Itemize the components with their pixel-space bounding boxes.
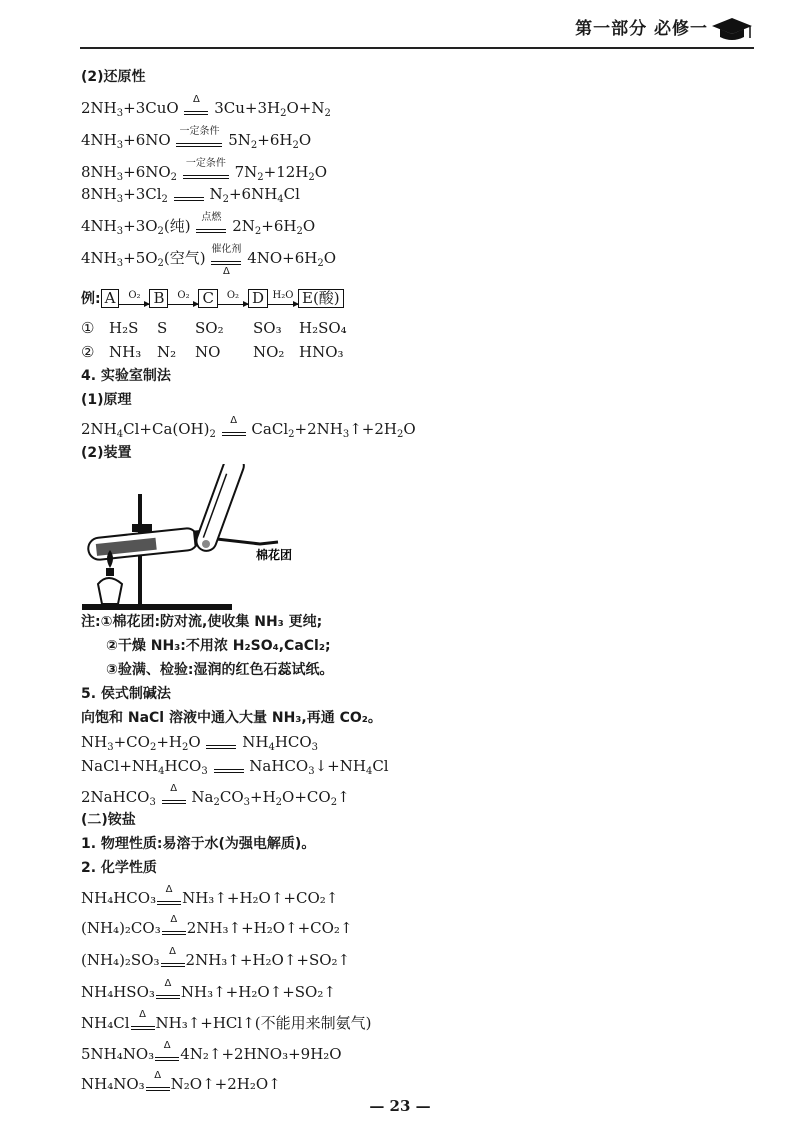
ammonium-eq-5: NH₄Cl Δ NH₃↑+HCl↑(不能用来制氨气) [81, 1009, 372, 1032]
hou-equation-3: 2NaHCO$_3$ Δ $Na_2CO_3+H_2O+CO_2↑$ [81, 783, 350, 808]
box-b: B [149, 289, 168, 308]
box-d: D [248, 289, 268, 308]
ammonium-eq-2: (NH₄)₂CO₃ Δ 2NH₃↑+H₂O↑+CO₂↑ [81, 914, 353, 937]
ammonium-physical: 1. 物理性质:易溶于水(为强电解质)。 [81, 836, 316, 852]
hou-equation-1: $NH_3+CO_2+H_2O$ $NH_4HCO_3$ [81, 733, 319, 753]
ammonium-chemical: 2. 化学性质 [81, 860, 157, 876]
example-row-1: ① H₂S S SO₂ SO₃ H₂SO₄ [81, 319, 347, 337]
example-chain: 例: A O₂ B O₂ C O₂ D H₂O E(酸) [81, 288, 344, 309]
hou-equation-2: $NaCl+NH_4HCO_3$ $NaHCO_3↓+NH_4Cl$ [81, 757, 389, 777]
header-title: 第一部分 必修一 [575, 19, 708, 39]
ammonium-eq-4: NH₄HSO₃ Δ NH₃↑+H₂O↑+SO₂↑ [81, 978, 336, 1001]
heading-hou: 5. 侯式制碱法 [81, 686, 171, 702]
equation-2: $4NH_3+6NO$ 一定条件 $5N_2+6H_2O$ [81, 126, 312, 151]
page-header [0, 0, 800, 60]
graduation-cap-icon [710, 14, 754, 44]
equation-lab: $2NH_4Cl+Ca(OH)_2$ Δ $CaCl_2+2NH_3↑+2H_2O$ [81, 415, 416, 440]
ammonium-eq-6: 5NH₄NO₃ Δ 4N₂↑+2HNO₃+9H₂O [81, 1040, 342, 1063]
equation-5: $4NH_3+3O_2$(纯) 点燃 $2N_2+6H_2O$ [81, 212, 316, 237]
equation-3: $8NH_3+6NO_2$ 一定条件 $7N_2+12H_2O$ [81, 158, 328, 183]
hou-description: 向饱和 NaCl 溶液中通入大量 NH₃,再通 CO₂。 [81, 710, 382, 726]
ammonia-apparatus-diagram [82, 464, 312, 612]
equation-4: $8NH_3+3Cl_2$ $N_2+6NH_4Cl$ [81, 185, 300, 205]
equation-1: $2NH_3+3CuO$ Δ $3Cu+3H_2O+N_2$ [81, 94, 331, 119]
heading-apparatus: (2)装置 [81, 445, 132, 461]
heading-reducibility: (2)还原性 [81, 69, 146, 85]
note-1: 注:①棉花团:防对流,使收集 NH₃ 更纯; [81, 614, 323, 630]
heading-ammonium-salts: (二)铵盐 [81, 812, 136, 828]
equation-6: $4NH_3+5O_2$(空气) 催化剂 Δ $4NO+6H_2O$ [81, 244, 337, 277]
heading-principle: (1)原理 [81, 392, 132, 408]
header-rule [80, 47, 754, 49]
page-number: — 23 — [369, 1097, 431, 1115]
example-row-2: ② NH₃ N₂ NO NO₂ HNO₃ [81, 343, 344, 361]
ammonium-eq-3: (NH₄)₂SO₃ Δ 2NH₃↑+H₂O↑+SO₂↑ [81, 946, 351, 969]
ammonium-eq-1: NH₄HCO₃ Δ NH₃↑+H₂O↑+CO₂↑ [81, 884, 339, 907]
cotton-label: 棉花团 [256, 548, 293, 562]
box-a: A [101, 289, 120, 308]
box-e: E(酸) [298, 289, 344, 308]
note-2: ②干燥 NH₃:不用浓 H₂SO₄,CaCl₂; [106, 638, 331, 654]
box-c: C [198, 289, 217, 308]
heading-lab-method: 4. 实验室制法 [81, 368, 171, 384]
ammonium-eq-7: NH₄NO₃ Δ N₂O↑+2H₂O↑ [81, 1070, 281, 1093]
note-3: ③验满、检验:湿润的红色石蕊试纸。 [106, 662, 334, 678]
